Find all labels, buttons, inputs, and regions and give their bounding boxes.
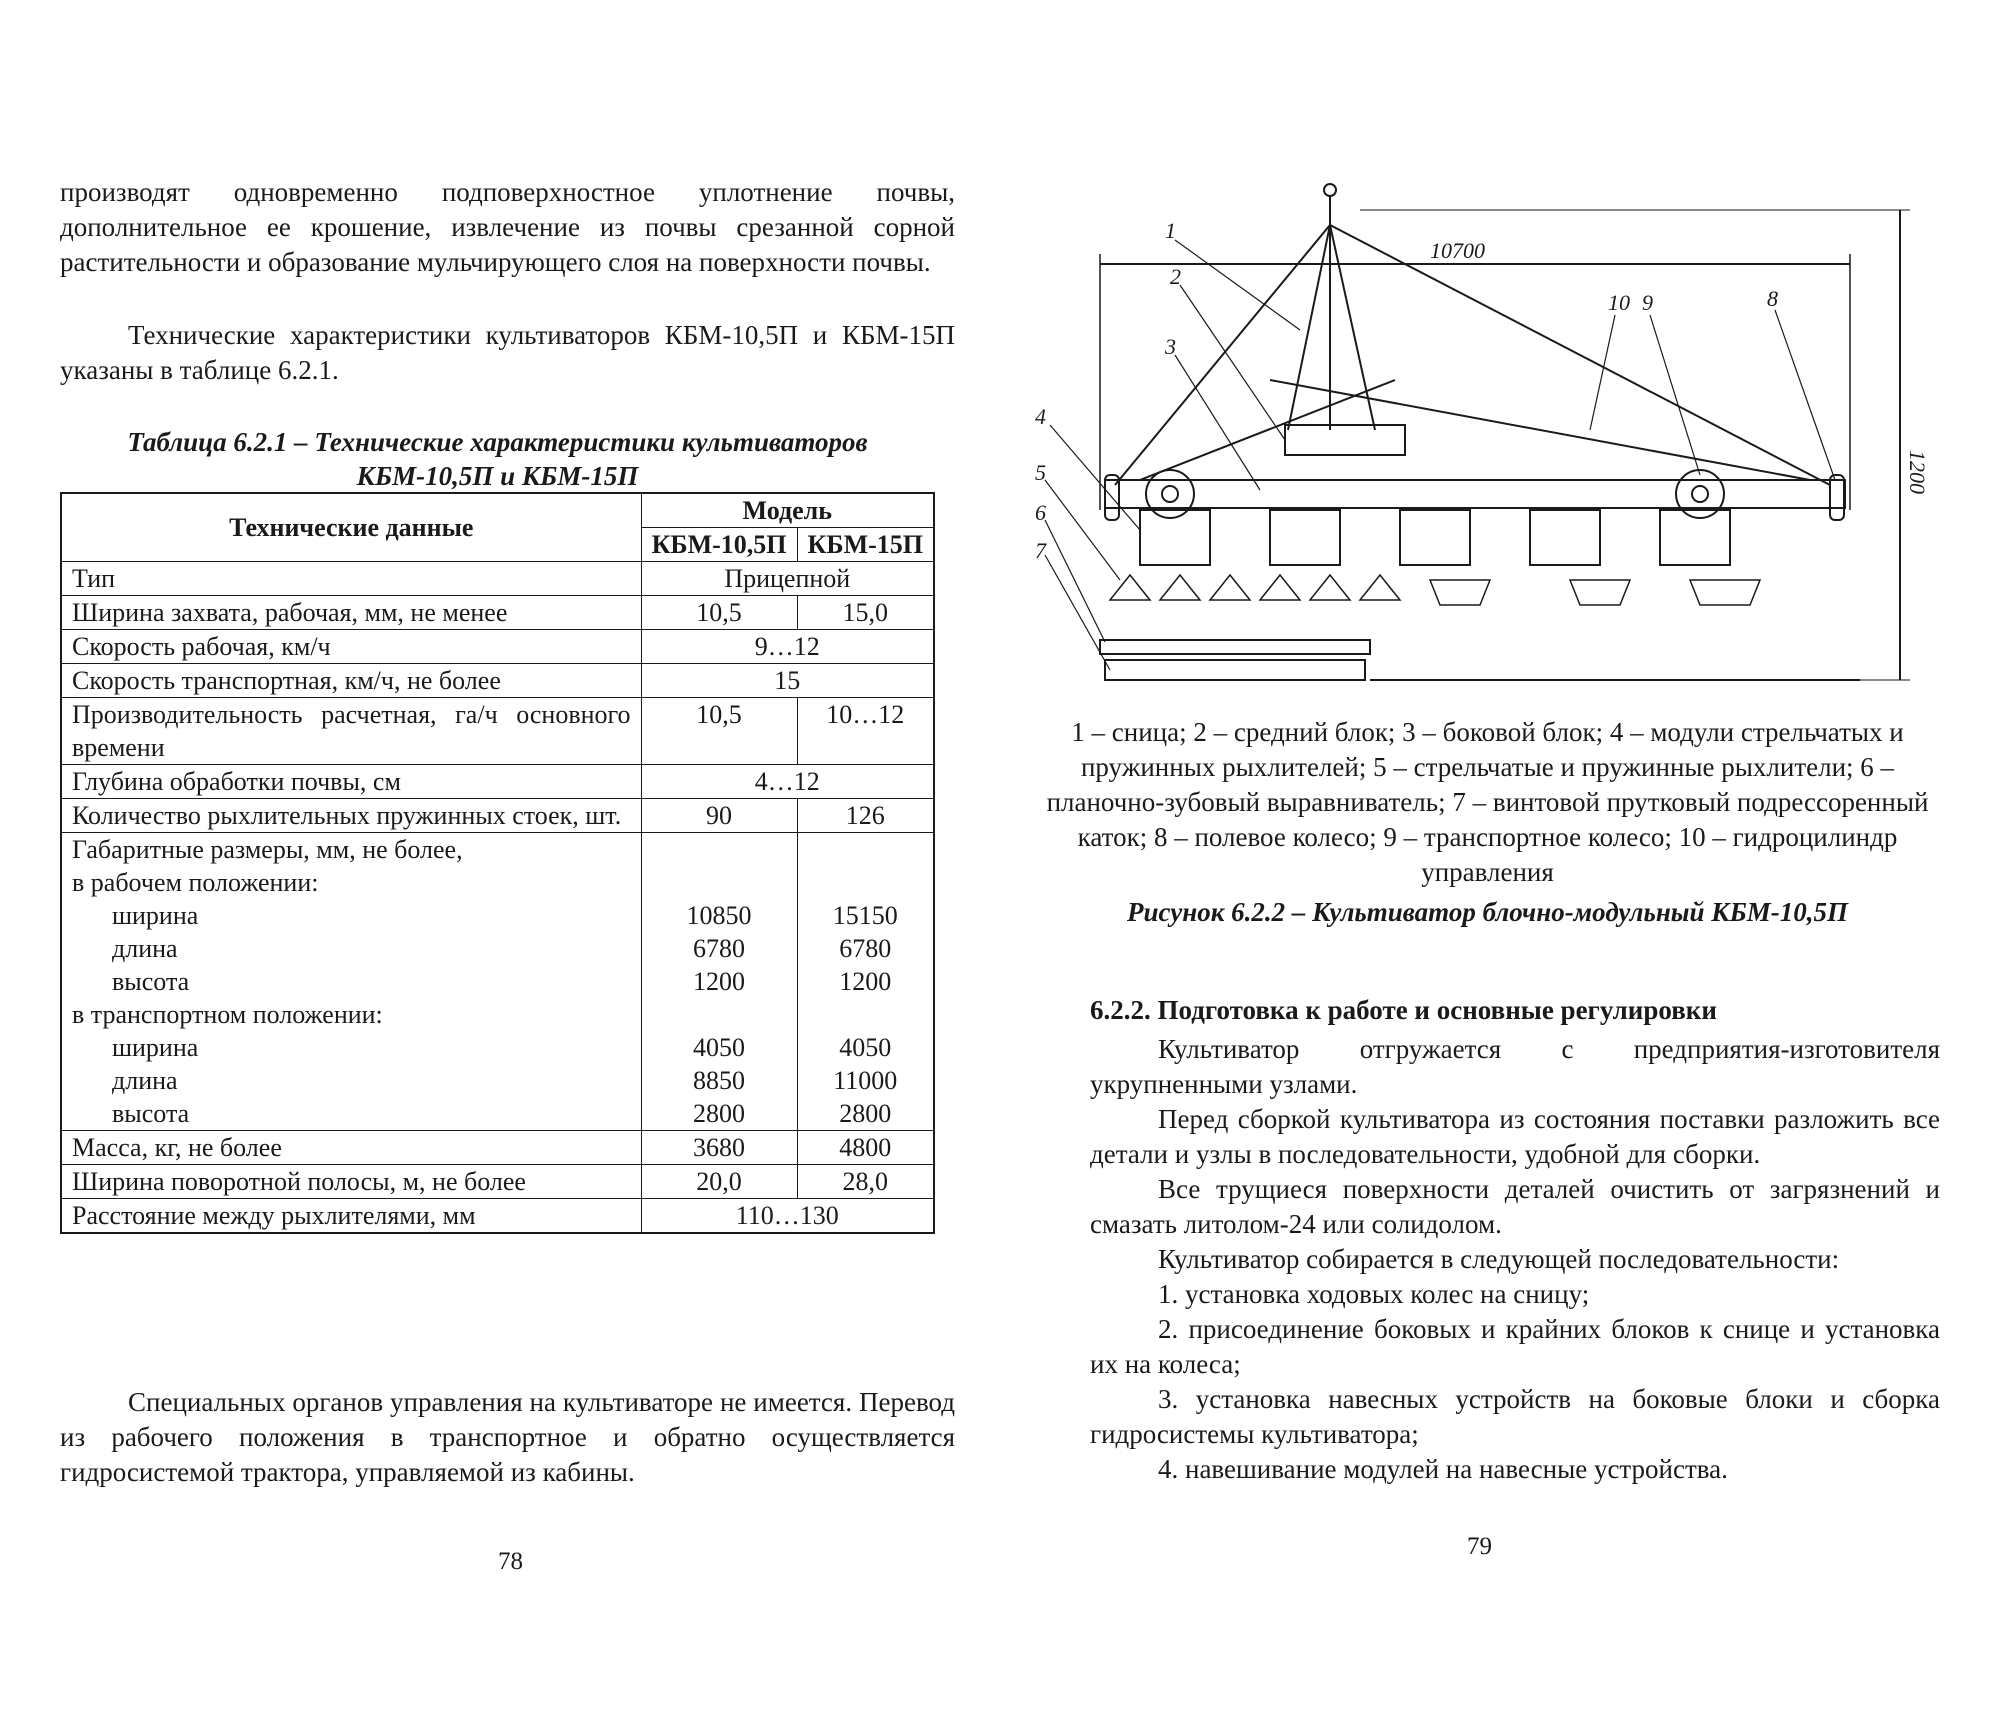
dimensions-label: Габаритные размеры, мм, не более, [72,835,463,864]
hitch-frame [1288,225,1375,430]
page-number-left: 78 [498,1548,523,1575]
row-label: Ширина поворотной полосы, м, не более [61,1165,641,1199]
table-row-dimensions [61,833,934,1131]
tines-group-2 [1260,575,1400,600]
table-row [61,664,934,698]
dimensions-label-cell [61,833,641,1131]
header-model-2: КБМ-15П [797,528,934,562]
leader-10 [1590,315,1615,430]
value-cell: 10850 [686,901,752,930]
hitch-ring [1324,184,1336,196]
value-cell-merged: 15 [641,664,934,698]
page-number-right: 79 [1467,1533,1492,1560]
value-cell-merged: 4…12 [641,765,934,799]
cultivator-diagram [1030,180,1970,710]
module-2 [1270,510,1340,565]
transport-wheel-right-hub [1692,486,1708,502]
value-cell: 6780 [839,934,892,963]
row-label: Скорость транспортная, км/ч, не более [61,664,641,698]
section-title: 6.2.2. Подготовка к работе и основные регулировки [1090,995,1717,1025]
value-cell: 6780 [693,934,746,963]
row-label: Производительность расчетная, га/ч основного времени [61,698,641,765]
callout-1: 1 [1165,218,1176,243]
tines-group-5 [1690,580,1760,605]
table-row [61,765,934,799]
transport-wheel-left-hub [1162,486,1178,502]
tines-group-4 [1570,580,1630,605]
transport-position-label: в транспортном положении: [72,1000,383,1029]
table-row [61,630,934,664]
field-wheel-right [1830,475,1844,520]
right-paragraph-3: Все трущиеся поверхности деталей очистить от загрязнений и смазать литолом-24 или солидолом. [1090,1174,1940,1239]
hitch-base [1285,425,1405,455]
leader-7 [1045,555,1110,670]
callout-10: 10 [1608,290,1630,315]
width-dimension-label: 10700 [1430,238,1485,263]
table-row [61,1131,934,1165]
callout-3: 3 [1165,334,1176,359]
assembly-steps [1090,1277,1940,1487]
leader-6 [1045,520,1105,642]
callout-7: 7 [1035,538,1046,563]
value-cell-merged: Прицепной [641,562,934,596]
list-item: 1. установка ходовых колес на сницу; [1158,1279,1590,1309]
header-technical-data: Технические данные [61,493,641,562]
spec-table [60,492,935,1234]
transport-width-label: ширина [112,1033,199,1062]
leader-5 [1045,480,1120,580]
value-cell: 15150 [832,901,898,930]
tines-group-3 [1430,580,1490,605]
callout-6: 6 [1035,500,1046,525]
transport-length-label: длина [112,1066,178,1095]
value-cell: 4800 [797,1131,934,1165]
leveler [1100,640,1370,654]
module-row [1140,510,1730,565]
right-paragraph-2: Перед сборкой культиватора из состояния поставки разложить все детали и узлы в последовательности, удобной для сборки. [1090,1104,1940,1169]
value-cell-merged: 9…12 [641,630,934,664]
tines-group-1 [1110,575,1250,600]
callout-5: 5 [1035,460,1046,485]
list-item: 4. навешивание модулей на навесные устройства. [1158,1454,1728,1484]
dimensions-values-model-2 [797,833,934,1131]
table-caption-line-1: Таблица 6.2.1 – Технические характеристики культиваторов [127,427,868,457]
value-cell: 28,0 [797,1165,934,1199]
tines-row [1110,575,1760,605]
row-label: Расстояние между рыхлителями, мм [61,1199,641,1234]
callout-8: 8 [1767,286,1778,311]
left-paragraph-3: Специальных органов управления на культиваторе не имеется. Перевод из рабочего положения в транспортное и обратно осуществляется гидросистемой трактора, управляемой из кабины. [60,1387,955,1487]
module-4 [1530,510,1600,565]
figure-caption: Рисунок 6.2.2 – Культиватор блочно-модульный КБМ-10,5П [1126,897,1849,927]
work-width-label: ширина [112,901,199,930]
table-row [61,1199,934,1234]
value-cell: 10,5 [641,596,797,630]
roller [1105,660,1365,680]
callout-9: 9 [1642,290,1653,315]
leader-3 [1175,355,1260,490]
left-paragraph-1: производят одновременно подповерхностное уплотнение почвы, дополнительное ее крошение, извлечение из почвы срезанной сорной растительности и образование мульчирующего слоя на поверхности почвы. [60,177,955,277]
value-cell: 3680 [641,1131,797,1165]
height-dimension-label: 1200 [1905,450,1930,494]
table-row [61,1165,934,1199]
value-cell: 90 [641,799,797,833]
value-cell: 4050 [693,1033,746,1062]
value-cell: 1200 [693,967,746,996]
row-label: Ширина захвата, рабочая, мм, не менее [61,596,641,630]
header-model-1: КБМ-10,5П [641,528,797,562]
list-item: 3. установка навесных устройств на боковые блоки и сборка гидросистемы культиватора; [1090,1384,1940,1449]
brace-left-2 [1140,380,1395,480]
row-label: Глубина обработки почвы, см [61,765,641,799]
table-row [61,562,934,596]
leader-8 [1775,310,1835,480]
right-paragraph-4: Культиватор собирается в следующей последовательности: [1158,1244,1840,1274]
dimensions-values-model-1 [641,833,797,1131]
table-row [61,698,934,765]
value-cell: 20,0 [641,1165,797,1199]
work-position-label: в рабочем положении: [72,868,319,897]
transport-height-label: высота [112,1099,190,1128]
row-label: Тип [61,562,641,596]
value-cell: 1200 [839,967,892,996]
value-cell: 126 [797,799,934,833]
row-label: Скорость рабочая, км/ч [61,630,641,664]
value-cell: 2800 [693,1099,746,1128]
value-cell-merged: 110…130 [641,1199,934,1234]
module-3 [1400,510,1470,565]
value-cell: 8850 [693,1066,746,1095]
leader-4 [1050,425,1140,530]
right-paragraph-1: Культиватор отгружается с предприятия-изготовителя укрупненными узлами. [1090,1034,1940,1099]
table-header-row [61,493,934,528]
list-item: 2. присоединение боковых и крайних блоков к снице и установка их на колеса; [1090,1314,1940,1379]
brace-right-2 [1270,380,1810,480]
row-label: Количество рыхлительных пружинных стоек, шт. [61,799,641,833]
value-cell: 10…12 [797,698,934,765]
value-cell: 15,0 [797,596,934,630]
table-row [61,596,934,630]
header-model: Модель [641,493,934,528]
table-row [61,799,934,833]
work-length-label: длина [112,934,178,963]
value-cell: 2800 [839,1099,892,1128]
left-paragraph-2: Технические характеристики культиваторов КБМ-10,5П и КБМ-15П указаны в таблице 6.2.1. [60,320,955,385]
callout-2: 2 [1170,264,1181,289]
work-height-label: высота [112,967,190,996]
value-cell: 4050 [839,1033,892,1062]
value-cell: 11000 [833,1066,898,1095]
main-beam [1105,480,1845,508]
table-caption-line-2: КБМ-10,5П и КБМ-15П [356,461,639,491]
callout-4: 4 [1035,404,1046,429]
figure-legend: 1 – сница; 2 – средний блок; 3 – боковой блок; 4 – модули стрельчатых и пружинных рыхлителей; 5 – стрельчатые и пружинные рыхлители; 6 – планочно-зубовый выравниватель; 7 – винтовой прутковый подрессоренный каток; 8 – полевое колесо; 9 – транспортное колесо; 10 – гидроцилиндр управления [1046,717,1929,887]
row-label: Масса, кг, не более [61,1131,641,1165]
value-cell: 10,5 [641,698,797,765]
